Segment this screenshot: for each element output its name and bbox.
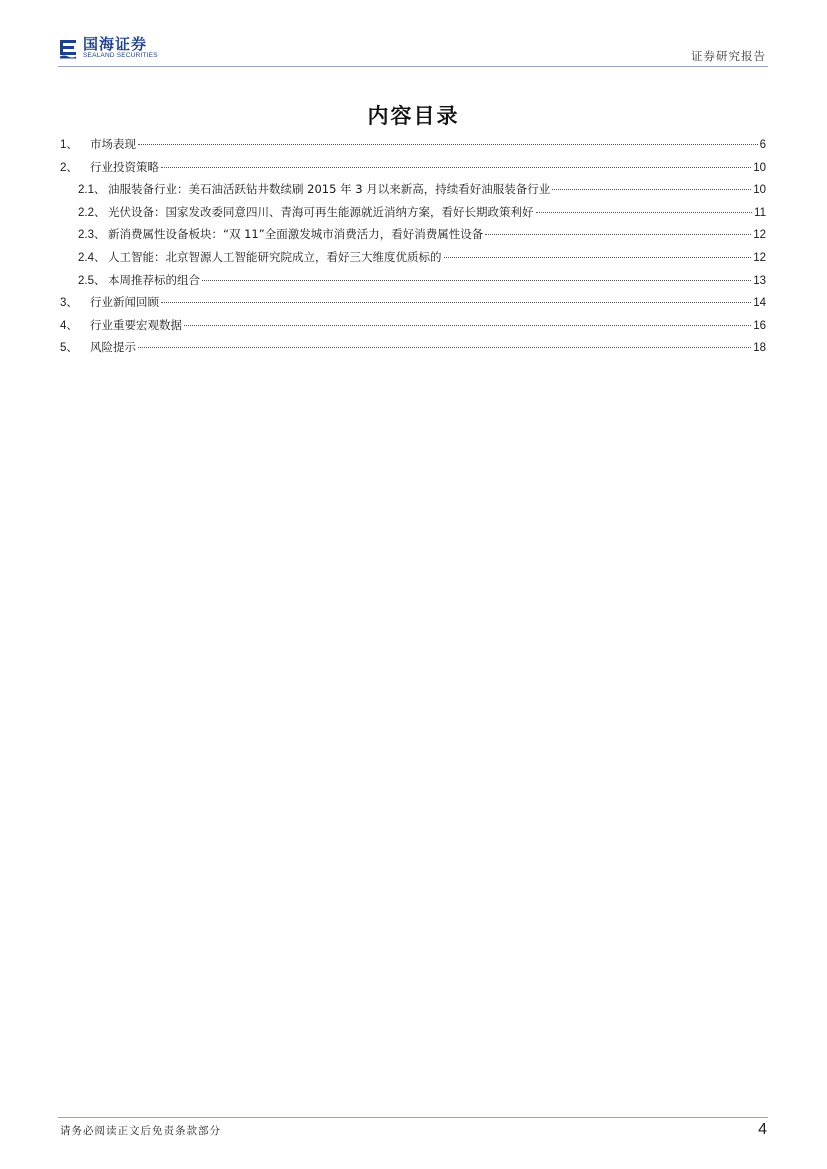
footer-divider [58, 1117, 768, 1118]
page-header [58, 36, 768, 66]
page-number: 4 [758, 1121, 767, 1138]
toc-leader [202, 280, 751, 281]
header-divider [58, 66, 768, 67]
toc-entry-2-2[interactable] [60, 204, 766, 227]
toc-entry-2-5[interactable] [60, 272, 766, 295]
toc-page: 11 [754, 206, 766, 219]
footer-disclaimer: 请务必阅读正文后免责条款部分 [60, 1125, 221, 1137]
toc-entry-2-1[interactable] [60, 181, 766, 204]
sealand-logo-icon [58, 37, 78, 59]
toc-entry-5[interactable] [60, 339, 766, 362]
toc-entry-4[interactable] [60, 317, 766, 340]
toc-number: 5、 [60, 342, 78, 355]
toc-label: 市场表现 [90, 137, 136, 151]
toc-page: 12 [753, 229, 766, 242]
company-logo [58, 36, 158, 64]
toc-page: 6 [759, 139, 766, 151]
toc-number: 2.1、 [78, 184, 106, 197]
toc-entry-2-4[interactable] [60, 249, 766, 272]
toc-number: 2.4、 [78, 251, 106, 264]
toc-entry-2[interactable] [60, 159, 766, 182]
toc-number: 2、 [60, 161, 78, 174]
toc-label: 人工智能：北京智源人工智能研究院成立，看好三大维度优质标的 [108, 249, 442, 264]
toc-leader [138, 144, 758, 145]
toc-label: 风险提示 [90, 340, 136, 355]
toc-number: 4、 [60, 319, 78, 332]
toc-page: 16 [753, 319, 766, 332]
table-of-contents [60, 136, 766, 362]
toc-label: 行业新闻回顾 [90, 295, 159, 310]
toc-label: 行业投资策略 [90, 159, 159, 174]
toc-leader [184, 325, 751, 326]
toc-leader [536, 212, 753, 213]
toc-number: 2.5、 [78, 274, 106, 287]
toc-label: 油服装备行业：美石油活跃钻井数续刷 2015 年 3 月以来新高，持续看好油服装备行业 [108, 182, 551, 197]
toc-page: 10 [753, 184, 766, 197]
toc-label: 本周推荐标的组合 [108, 272, 200, 287]
toc-label: 行业重要宏观数据 [90, 317, 182, 332]
report-type-label: 证券研究报告 [691, 49, 766, 63]
toc-page: 12 [753, 251, 766, 264]
toc-number: 2.2、 [78, 206, 106, 219]
toc-leader [444, 257, 752, 258]
toc-number: 3、 [60, 297, 78, 310]
toc-title: 内容目录 [367, 104, 460, 128]
toc-page: 10 [753, 161, 766, 174]
toc-entry-2-3[interactable] [60, 226, 766, 249]
toc-page: 14 [753, 297, 766, 310]
toc-leader [161, 302, 751, 303]
toc-entry-1[interactable] [60, 136, 766, 159]
toc-leader [138, 347, 751, 348]
toc-page: 13 [753, 274, 766, 287]
toc-entry-3[interactable] [60, 294, 766, 317]
toc-number: 1、 [60, 139, 78, 151]
toc-label: 新消费属性设备板块：“双 11”全面激发城市消费活力，看好消费属性设备 [108, 227, 484, 242]
toc-leader [161, 167, 751, 168]
toc-label: 光伏设备：国家发改委同意四川、青海可再生能源就近消纳方案，看好长期政策利好 [108, 204, 534, 219]
toc-number: 2.3、 [78, 229, 106, 242]
toc-leader [552, 189, 751, 190]
toc-page: 18 [753, 342, 766, 355]
logo-chinese-name: 国海证券 [83, 35, 148, 53]
logo-english-name: SEALAND SECURITIES [83, 52, 158, 59]
toc-leader [485, 234, 751, 235]
